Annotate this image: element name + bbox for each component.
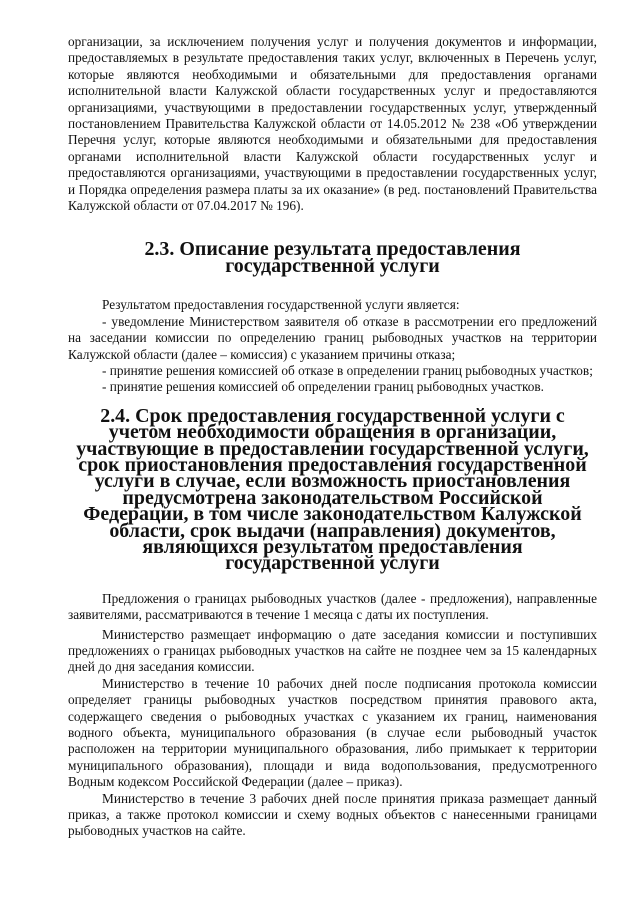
section-2-3-item-3: - принятие решения комиссией об определении границ рыбоводных участков. bbox=[102, 379, 545, 395]
section-2-3-item-2: - принятие решения комиссией об отказе в определении границ рыбоводных участков; bbox=[102, 362, 593, 378]
section-2-4-paragraph-1: Предложения о границах рыбоводных участков (далее - предложения), направленные заявителями, рассматриваются в течение 1 месяца с даты их поступления. bbox=[68, 590, 597, 623]
section-2-4-paragraph-4: Министерство в течение 3 рабочих дней после принятия приказа размещает данный приказ, а также протокол комиссии и схему водных объектов с нанесенными границами рыбоводных участков на сайте. bbox=[68, 790, 597, 839]
section-2-3-lead: Результатом предоставления государственной услуги является: bbox=[102, 297, 460, 313]
section-2-3-heading: 2.3. Описание результата предоставления государственной услуги bbox=[144, 238, 521, 277]
intro-paragraph: организации, за исключением получения услуг и получения документов и информации, предоставляемых в результате предоставления таких услуг, включенных в Перечень услуг, которые являются необходимыми и обязательными для предоставления органами исполнительной власти Калужской области государственных услуг и предоставляются организациями, участвующими в предоставлении государственных услуг, утвержденный постановлением Правительства Калужской области от 14.05.2012 № 238 «Об утверждении Перечня услуг, которые являются необходимыми и обязательными для предоставления органами исполнительной власти Калужской области государственных услуг и предоставляются организациями, участвующими в предоставлении государственных услуг, и Порядка определения размера платы за их оказание» (в ред. постановлений Правительства Калужской области от 07.04.2017 № 196). bbox=[68, 34, 597, 214]
section-2-4-heading: 2.4. Срок предоставления государственной услуги с учетом необходимости обращения в организации, участвующие в предоставлении государственной услуги, срок приостановления предоставления государственной услуги в случае, если возможность приостановления предусмотрена законодательством Российской Федерации, в том числе законодательством Калужской области, срок выдачи (направления) документов, являющихся результатом предоставления государственной услуги bbox=[76, 404, 589, 575]
section-2-3-item-1: - уведомление Министерством заявителя об отказе в рассмотрении его предложений на заседании комиссии по определению границ рыбоводных участков на территории Калужской области (далее – комиссия) с указанием причины отказа; bbox=[68, 313, 597, 362]
section-2-4-paragraph-2: Министерство размещает информацию о дате заседания комиссии и поступивших предложениях о границах рыбоводных участков на сайте не позднее чем за 15 календарных дней до дня заседания комиссии. bbox=[68, 626, 597, 675]
section-2-4-paragraph-3: Министерство в течение 10 рабочих дней после подписания протокола комиссии определяет границы рыбоводных участков посредством принятия правового акта, содержащего сведения о рыбоводных участках с указанием их границ, наименования водного объекта, муниципального образования (в случае если рыбоводный участок расположен на территории муниципального образования, либо примыкает к территории муниципального образования), площади и вида водопользования, предусмотренного Водным кодексом Российской Федерации (далее – приказ). bbox=[68, 675, 597, 790]
